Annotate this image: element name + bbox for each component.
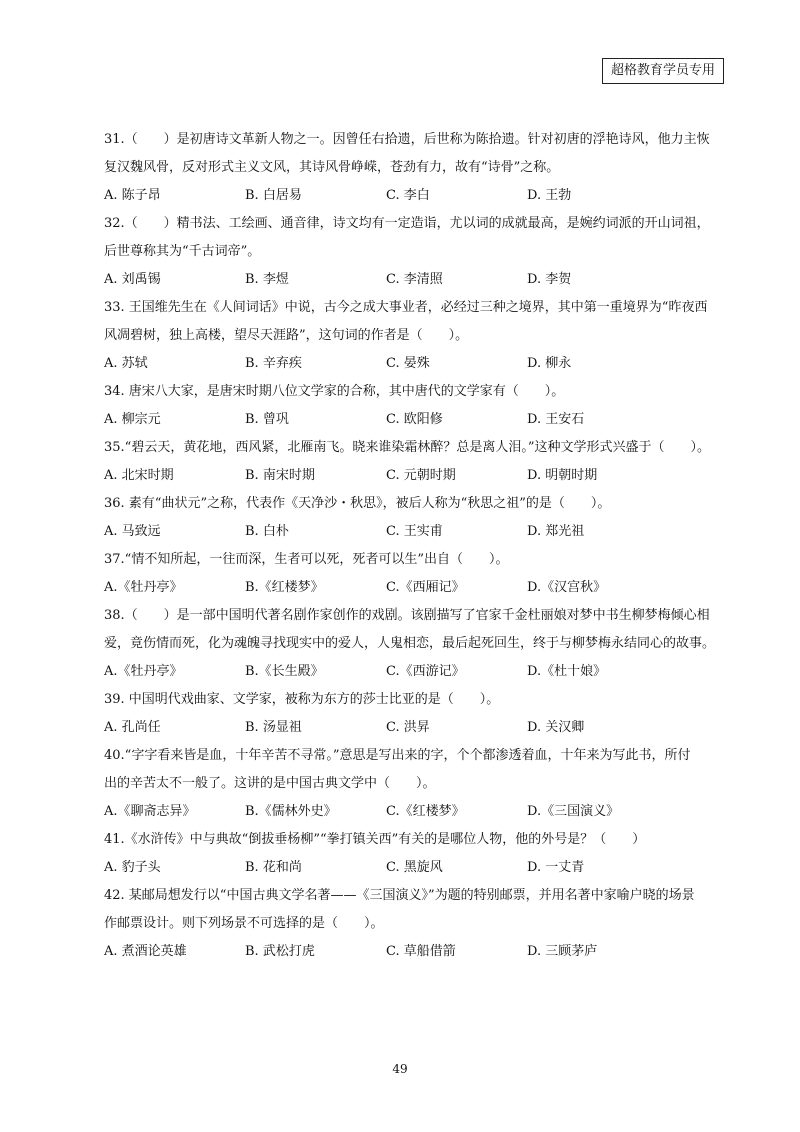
answer-option: A. 煮酒论英雄 [104,944,187,959]
answer-option: D.《三国演义》 [527,804,620,819]
answer-options [104,266,724,294]
answer-option: C.《红楼梦》 [386,804,465,819]
answer-option: B. 南宋时期 [245,468,315,483]
answer-option: C. 欧阳修 [386,412,443,427]
question-item [104,126,724,210]
answer-option: C. 黑旋风 [386,860,443,875]
answer-option: A. 陈子昂 [104,188,161,203]
question-text-line: 40.“字字看来皆是血，十年辛苦不寻常。”意思是写出来的字，个个都渗透着血，十年来为写此书，所付 [104,748,691,763]
answer-options [104,798,724,826]
answer-option: C. 元朝时期 [386,468,456,483]
answer-option: D.《杜十娘》 [527,664,607,679]
answer-option: C. 洪昇 [386,720,430,735]
answer-option: A. 孔尚任 [104,720,161,735]
answer-option: B.《儒林外史》 [245,804,337,819]
answer-option: C. 李白 [386,188,430,203]
question-item [104,686,724,742]
answer-option: C. 晏殊 [386,356,430,371]
answer-option: B. 李煜 [245,272,289,287]
answer-option: D. 李贺 [527,272,572,287]
question-item [104,210,724,294]
answer-option: D. 关汉卿 [527,720,585,735]
question-text-line: 42. 某邮局想发行以“中国古典文学名著——《三国演义》”为题的特别邮票，并用名著中家喻户晓的场景 [104,888,695,903]
answer-option: C. 李清照 [386,272,443,287]
answer-option: B.《红楼梦》 [245,580,324,595]
answer-option: C.《西游记》 [386,664,465,679]
question-text-line: 后世尊称其为“千古词帝”。 [104,244,261,259]
answer-option: D. 郑光祖 [527,524,585,539]
answer-options [104,182,724,210]
answer-options [104,462,724,490]
question-item [104,882,724,966]
answer-options [104,854,724,882]
question-text-line: 爱，竟伤情而死，化为魂魄寻找现实中的爱人，人鬼相恋，最后起死回生，终于与柳梦梅永结同心的故事。 [104,636,716,651]
answer-options [104,350,724,378]
answer-option: A.《聊斋志异》 [104,804,196,819]
answer-option: D. 王勃 [527,188,572,203]
question-text-line: 36. 素有“曲状元”之称，代表作《天净沙・秋思》，被后人称为“秋思之祖”的是（ ）。 [104,496,611,511]
answer-option: C.《西厢记》 [386,580,465,595]
answer-option: D. 明朝时期 [527,468,598,483]
question-text-line: 41.《水浒传》中与典故“倒拔垂杨柳”“拳打镇关西”有关的是哪位人物，他的外号是？（ ） [104,832,646,847]
answer-option: B. 白朴 [245,524,289,539]
answer-option: A.《牡丹亭》 [104,580,183,595]
question-item [104,294,724,378]
answer-option: A. 柳宗元 [104,412,161,427]
question-text-line: 38.（ ）是一部中国明代著名剧作家创作的戏剧。该剧描写了官家千金杜丽娘对梦中书生柳梦梅倾心相 [104,608,710,623]
answer-options [104,938,724,966]
answer-option: D. 一丈青 [527,860,585,875]
answer-option: D. 柳永 [527,356,572,371]
question-text-line: 出的辛苦太不一般了。这讲的是中国古典文学中（ ）。 [104,776,436,791]
question-text-line: 37.“情不知所起，一往而深，生者可以死，死者可以生”出自（ ）。 [104,552,509,567]
question-text-line: 31.（ ）是初唐诗文革新人物之一。因曾任右拾遗，后世称为陈拾遗。针对初唐的浮艳诗风，他力主恢 [104,132,710,147]
question-text-line: 33. 王国维先生在《人间词话》中说，古今之成大事业者，必经过三种之境界，其中第一重境界为“昨夜西 [104,300,708,315]
question-item [104,378,724,434]
question-item [104,546,724,602]
header-label: 超格教育学员专用 [602,58,724,84]
answer-option: C. 草船借箭 [386,944,456,959]
question-text-line: 32.（ ）精书法、工绘画、通音律，诗文均有一定造诣，尤以词的成就最高，是婉约词派的开山词祖， [104,216,710,231]
question-text-line: 风凋碧树，独上高楼，望尽天涯路”，这句词的作者是（ ）。 [104,328,469,343]
question-text-line: 复汉魏风骨，反对形式主义文风，其诗风骨峥嵘，苍劲有力，故有“诗骨”之称。 [104,160,560,175]
question-text-line: 作邮票设计。则下列场景不可选择的是（ ）。 [104,916,384,931]
answer-option: A.《牡丹亭》 [104,664,183,679]
answer-option: B. 辛弃疾 [245,356,302,371]
answer-option: A. 豹子头 [104,860,161,875]
answer-options [104,658,724,686]
answer-option: B. 汤显祖 [245,720,302,735]
answer-options [104,518,724,546]
question-text-line: 34. 唐宋八大家，是唐宋时期八位文学家的合称，其中唐代的文学家有（ ）。 [104,384,565,399]
answer-option: B. 曾巩 [245,412,289,427]
answer-options [104,406,724,434]
question-item [104,434,724,490]
answer-option: C. 王实甫 [386,524,443,539]
question-item [104,602,724,686]
answer-option: B. 花和尚 [245,860,302,875]
answer-option: D. 王安石 [527,412,585,427]
answer-option: B. 武松打虎 [245,944,315,959]
answer-option: A. 北宋时期 [104,468,174,483]
answer-option: D. 三顾茅庐 [527,944,598,959]
answer-option: B.《长生殿》 [245,664,324,679]
answer-option: A. 刘禹锡 [104,272,161,287]
question-text-line: 35.“碧云天，黄花地，西风紧，北雁南飞。晓来谁染霜林醉？总是离人泪。”这种文学形式兴盛于（ ）。 [104,440,710,455]
answer-option: A. 苏轼 [104,356,148,371]
answer-option: B. 白居易 [245,188,302,203]
answer-option: A. 马致远 [104,524,161,539]
question-text-line: 39. 中国明代戏曲家、文学家，被称为东方的莎士比亚的是（ ）。 [104,692,500,707]
question-item [104,826,724,882]
answer-option: D.《汉宫秋》 [527,580,607,595]
page-number: 49 [392,1062,408,1076]
question-item [104,490,724,546]
answer-options [104,714,724,742]
answer-options [104,574,724,602]
question-item [104,742,724,826]
question-list [104,126,724,966]
